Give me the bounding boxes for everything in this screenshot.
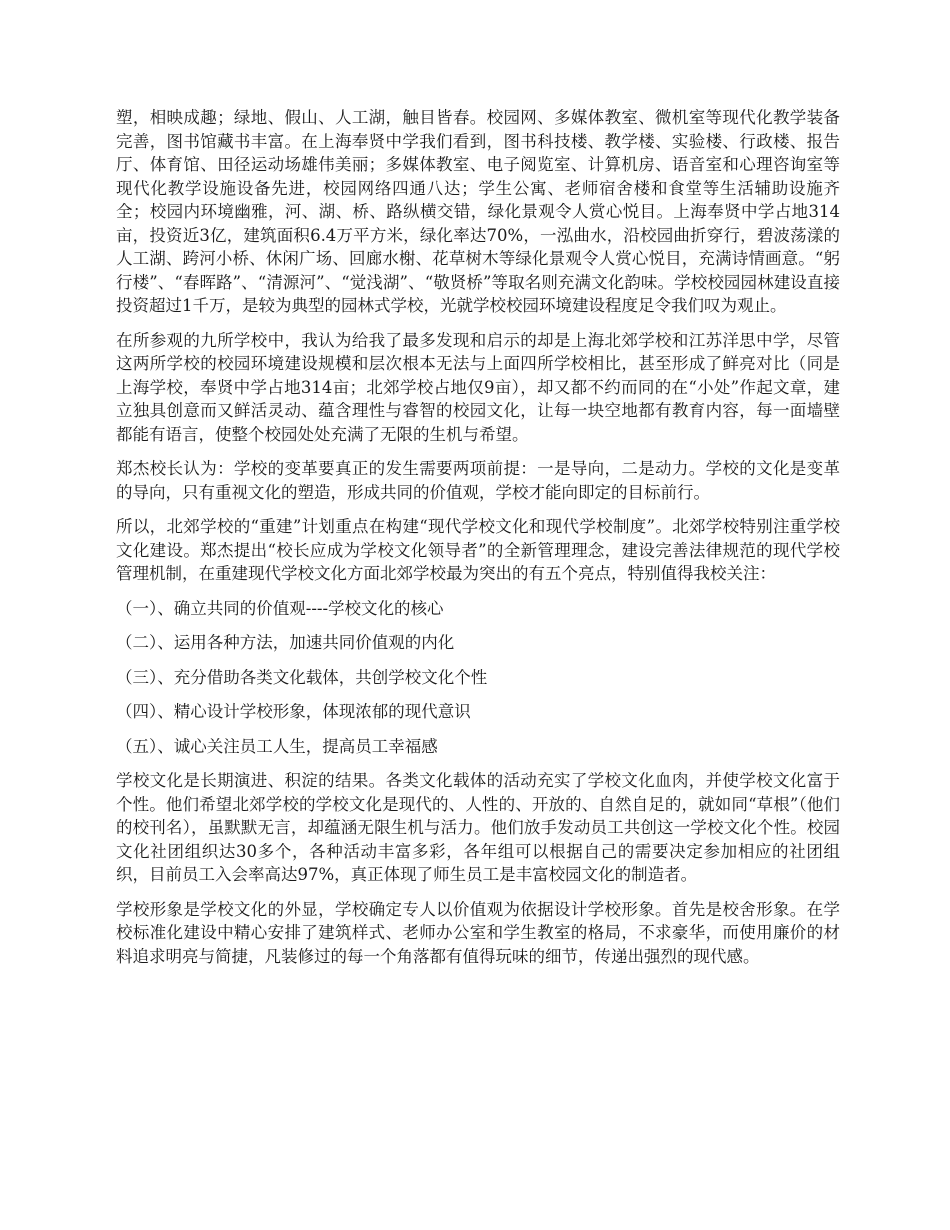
paragraph-campus-environment: 塑，相映成趣；绿地、假山、人工湖，触目皆春。校园网、多媒体教室、微机室等现代化教学装备完善，图书馆藏书丰富。在上海奉贤中学我们看到，图书科技楼、教学楼、实验楼、行政楼、报告厅、体育馆、田径运动场雄伟美丽；多媒体教室、电子阅览室、计算机房、语音室和心理咨询室等现代化教学设施设备先进，校园网络四通八达；学生公寓、老师宿舍楼和食堂等生活辅助设施齐全；校园内环境幽雅，河、湖、桥、路纵横交错，绿化景观令人赏心悦目。上海奉贤中学占地314亩，投资近3亿，建筑面积6.4万平方米，绿化率达70%，一泓曲水，沿校园曲折穿行，碧波荡漾的人工湖、跨河小桥、休闲广场、回廊水榭、花草树木等绿化景观令人赏心悦目，充满诗情画意。“躬行楼”、“春晖路”、“清源河”、“觉浅湖”、“敬贤桥”等取名则充满文化韵味。学校校园园林建设直接投资超过1千万，是较为典型的园林式学校，光就学校校园环境建设程度足令我们叹为观止。 (116, 108, 840, 315)
paragraph-school-culture: 学校文化是长期演进、积淀的结果。各类文化载体的活动充实了学校文化血肉，并使学校文化富于个性。他们希望北郊学校的学校文化是现代的、人性的、开放的、自然自足的，就如同“草根”（他们的校刊名），虽默默无言，却蕴涵无限生机与活力。他们放手发动员工共创这一学校文化个性。校园文化社团组织达30多个，各种活动丰富多彩，各年组可以根据自己的需要决定参加相应的社团组织，目前员工入会率高达97%，真正体现了师生员工是丰富校园文化的制造者。 (116, 771, 840, 884)
paragraph-nine-schools: 在所参观的九所学校中，我认为给我了最多发现和启示的却是上海北郊学校和江苏洋思中学，尽管这两所学校的校园环境建设规模和层次根本无法与上面四所学校相比，甚至形成了鲜亮对比（同是上海学校，奉贤中学占地314亩；北郊学校占地仅9亩），却又都不约而同的在“小处”作起文章，建立独具创意而又鲜活灵动、蕴含理性与睿智的校园文化，让每一块空地都有教育内容，每一面墙壁都能有语言，使整个校园处处充满了无限的生机与希望。 (116, 330, 840, 444)
paragraph-school-image: 学校形象是学校文化的外显，学校确定专人以价值观为依据设计学校形象。首先是校舍形象。在学校标准化建设中精心安排了建筑样式、老师办公室和学生教室的格局，不求豪华，而使用廉价的材料追求明亮与简捷，凡装修过的每一个角落都有值得玩味的细节，传递出强烈的现代感。 (116, 899, 840, 966)
list-item: （一）、确立共同的价值观----学校文化的核心 (116, 598, 444, 618)
list-item: （四）、精心设计学校形象，体现浓郁的现代意识 (116, 702, 471, 721)
list-item: （二）、运用各种方法，加速共同价值观的内化 (116, 633, 455, 652)
highlights-list (116, 597, 840, 759)
paragraph-rebuild-plan: 所以，北郊学校的“重建”计划重点在构建“现代学校文化和现代学校制度”。北郊学校特别注重学校文化建设。郑杰提出“校长应成为学校文化领导者”的全新管理理念，建设完善法律规范的现代学校管理机制，在重建现代学校文化方面北郊学校最为突出的有五个亮点，特别值得我校关注： (116, 517, 840, 583)
paragraph-principal-view: 郑杰校长认为：学校的变革要真正的发生需要两项前提：一是导向，二是动力。学校的文化是变革的导向，只有重视文化的塑造，形成共同的价值观，学校才能向即定的目标前行。 (116, 459, 840, 502)
document-body (116, 106, 840, 979)
list-item: （五）、诚心关注员工人生，提高员工幸福感 (116, 736, 438, 756)
list-item: （三）、充分借助各类文化载体，共创学校文化个性 (116, 667, 488, 687)
